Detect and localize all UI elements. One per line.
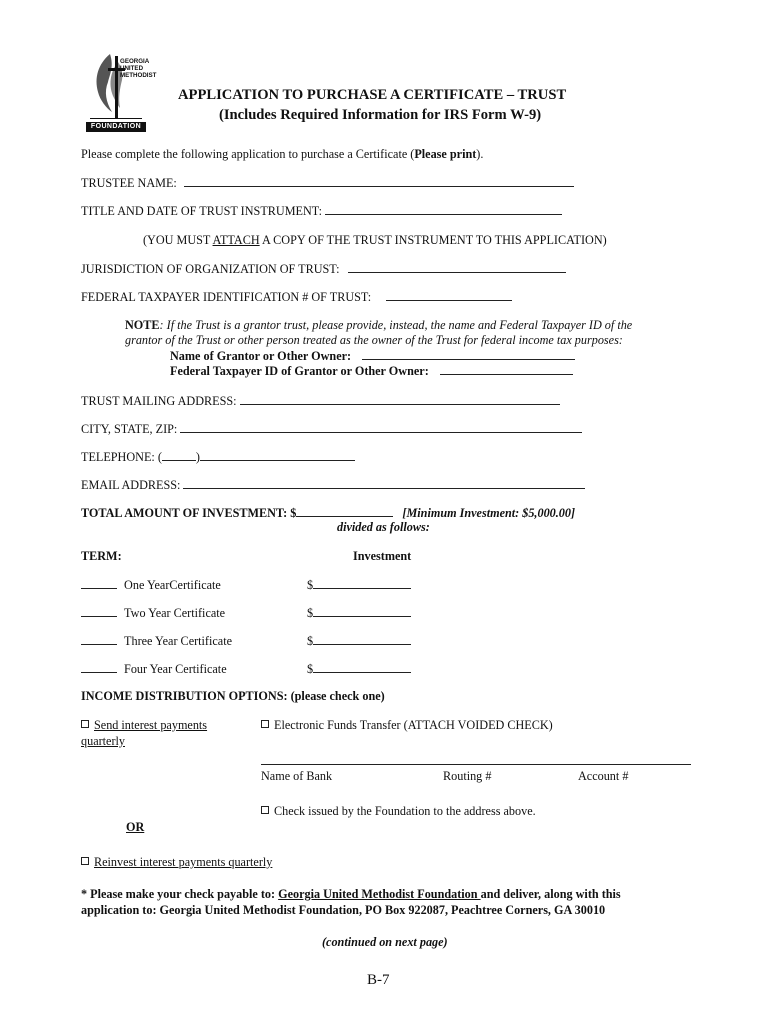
title-date-label: TITLE AND DATE OF TRUST INSTRUMENT: bbox=[81, 204, 322, 218]
term-check-field[interactable] bbox=[81, 577, 117, 589]
send-quarterly-checkbox[interactable] bbox=[81, 720, 89, 728]
term-amount: $ bbox=[307, 577, 411, 593]
reinvest-option[interactable]: Reinvest interest payments quarterly bbox=[81, 855, 272, 870]
bank-info-line[interactable] bbox=[261, 764, 691, 765]
trustee-name-label: TRUSTEE NAME: bbox=[81, 176, 177, 190]
distribution-header: INCOME DISTRIBUTION OPTIONS: (please check one) bbox=[81, 689, 385, 703]
city-row bbox=[81, 421, 582, 437]
term-amount-field[interactable] bbox=[313, 633, 411, 645]
or-separator: OR bbox=[126, 820, 145, 834]
grantor-name-field[interactable] bbox=[362, 348, 575, 360]
term-check-field[interactable] bbox=[81, 633, 117, 645]
email-row bbox=[81, 477, 585, 493]
term-amount-field[interactable] bbox=[313, 577, 411, 589]
ein-field[interactable] bbox=[386, 289, 512, 301]
page-title: APPLICATION TO PURCHASE A CERTIFICATE – TRUST bbox=[178, 87, 567, 103]
bank-name-label: Name of Bank bbox=[261, 769, 333, 783]
jurisdiction-field[interactable] bbox=[348, 261, 566, 273]
send-quarterly-label-2: quarterly bbox=[81, 734, 125, 748]
payable-address: application to: Georgia United Methodist Foundation, PO Box 922087, Peachtree Corners, GA 30010 bbox=[81, 903, 606, 917]
city-field[interactable] bbox=[180, 421, 582, 433]
ein-row bbox=[81, 289, 512, 305]
reinvest-checkbox[interactable] bbox=[81, 857, 89, 865]
jurisdiction-row bbox=[81, 261, 566, 277]
divided-as-follows: divided as follows: bbox=[337, 520, 430, 534]
grantor-name-label: Name of Grantor or Other Owner bbox=[170, 349, 348, 363]
area-code-field[interactable] bbox=[162, 449, 196, 461]
logo-foundation-bar: FOUNDATION bbox=[86, 122, 146, 132]
email-label: EMAIL ADDRESS: bbox=[81, 478, 181, 492]
send-quarterly-option[interactable]: Send interest payments bbox=[81, 718, 207, 733]
note-line-1: NOTE: If the Trust is a grantor trust, please provide, instead, the name and Federal Taxpayer ID of the bbox=[125, 318, 633, 332]
note-line-2: grantor of the Trust or other person treated as the owner of the Trust for federal income tax purposes: bbox=[125, 333, 623, 347]
grantor-id-row: Federal Taxpayer ID of Grantor or Other Owner: bbox=[170, 363, 573, 379]
total-investment-row bbox=[81, 505, 575, 521]
eft-checkbox[interactable] bbox=[261, 720, 269, 728]
term-row: Two Year Certificate bbox=[81, 605, 225, 621]
foundation-logo bbox=[82, 52, 157, 134]
continued-note: (continued on next page) bbox=[322, 935, 448, 949]
term-amount: $ bbox=[307, 661, 411, 677]
term-amount-field[interactable] bbox=[313, 605, 411, 617]
logo-text: GEORGIA UNITED METHODIST bbox=[120, 58, 157, 79]
term-amount: $ bbox=[307, 633, 411, 649]
title-date-row bbox=[81, 203, 562, 219]
attach-notice: (YOU MUST ATTACH A COPY OF THE TRUST INSTRUMENT TO THIS APPLICATION) bbox=[143, 233, 607, 247]
ein-label: FEDERAL TAXPAYER IDENTIFICATION # OF TRUST: bbox=[81, 290, 372, 304]
account-label: Account # bbox=[578, 769, 629, 783]
telephone-field[interactable] bbox=[200, 449, 355, 461]
title-date-field[interactable] bbox=[325, 203, 562, 215]
jurisdiction-label: JURISDICTION OF ORGANIZATION OF TRUST: bbox=[81, 262, 340, 276]
routing-label: Routing # bbox=[443, 769, 492, 783]
trustee-name-field[interactable] bbox=[184, 175, 574, 187]
intro-text: Please complete the following application to purchase a Certificate (Please print). bbox=[81, 147, 484, 161]
term-row: Three Year Certificate bbox=[81, 633, 232, 649]
city-label: CITY, STATE, ZIP: bbox=[81, 422, 178, 436]
trustee-name-row bbox=[81, 175, 574, 191]
term-header: TERM: bbox=[81, 549, 122, 563]
term-row: Four Year Certificate bbox=[81, 661, 227, 677]
grantor-id-field[interactable] bbox=[440, 363, 573, 375]
telephone-label: TELEPHONE: ( bbox=[81, 450, 162, 464]
investment-header: Investment bbox=[353, 549, 412, 563]
term-check-field[interactable] bbox=[81, 605, 117, 617]
term-row: One YearCertificate bbox=[81, 577, 221, 593]
mailing-field[interactable] bbox=[240, 393, 560, 405]
eft-option[interactable]: Electronic Funds Transfer (ATTACH VOIDED CHECK) bbox=[261, 718, 553, 733]
mailing-row bbox=[81, 393, 560, 409]
minimum-investment: [Minimum Investment: $5,000.00] bbox=[402, 506, 576, 520]
grantor-name-row: Name of Grantor or Other Owner: bbox=[170, 348, 575, 364]
mailing-label: TRUST MAILING ADDRESS: bbox=[81, 394, 237, 408]
page-subtitle: (Includes Required Information for IRS Form W-9) bbox=[219, 107, 542, 123]
check-issued-option[interactable]: Check issued by the Foundation to the address above. bbox=[261, 804, 536, 819]
total-investment-label: TOTAL AMOUNT OF INVESTMENT: $ bbox=[81, 506, 297, 520]
payable-instructions: * Please make your check payable to: Georgia United Methodist Foundation and deliver, along with this bbox=[81, 887, 621, 901]
term-check-field[interactable] bbox=[81, 661, 117, 673]
page-number: B-7 bbox=[367, 972, 390, 988]
grantor-id-label: Federal Taxpayer ID of Grantor or Other Owner bbox=[170, 364, 425, 378]
check-issued-checkbox[interactable] bbox=[261, 806, 269, 814]
total-investment-field[interactable] bbox=[296, 505, 393, 517]
email-field[interactable] bbox=[183, 477, 585, 489]
term-amount: $ bbox=[307, 605, 411, 621]
telephone-row: TELEPHONE: ( ) bbox=[81, 449, 355, 465]
term-amount-field[interactable] bbox=[313, 661, 411, 673]
